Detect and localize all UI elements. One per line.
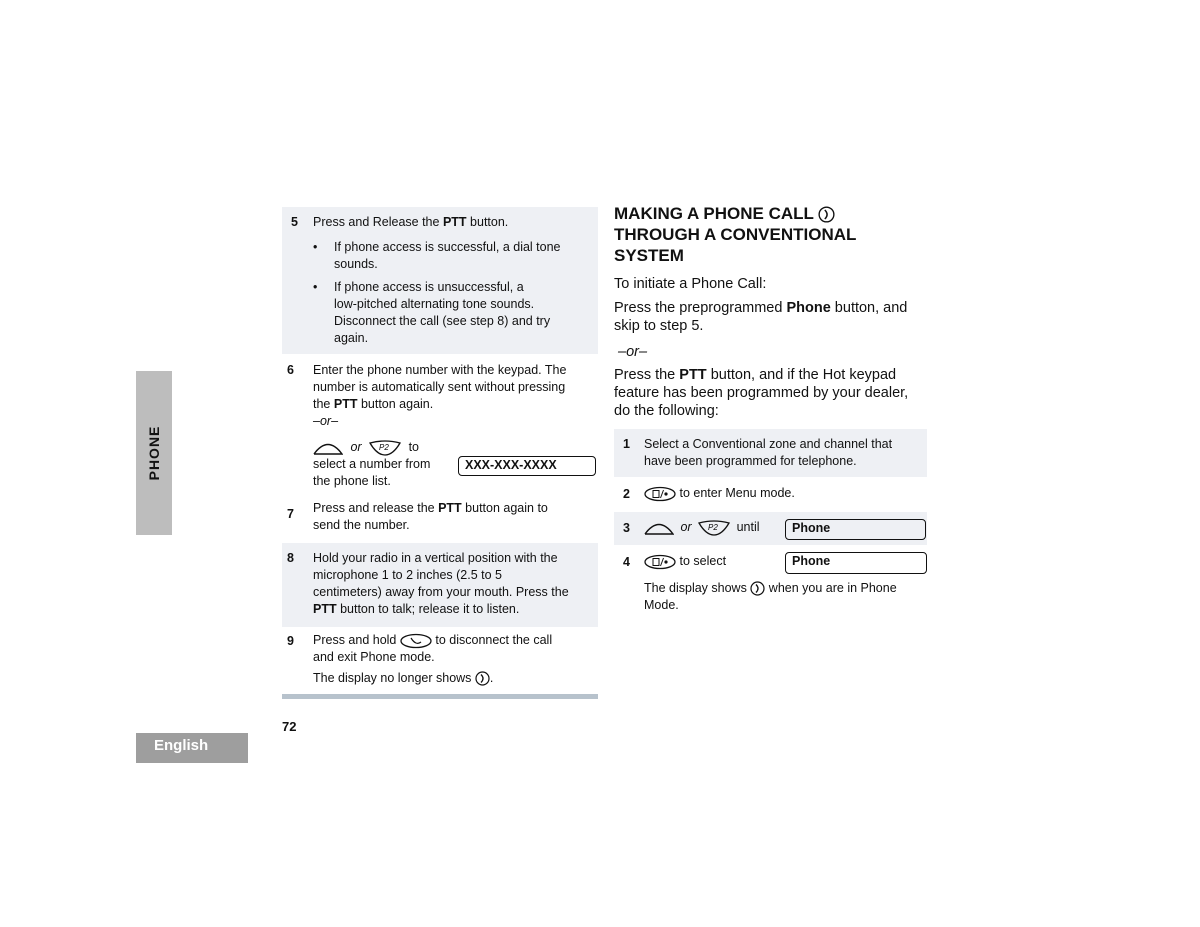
step-number: 6 <box>287 363 294 377</box>
step-9-text <box>313 632 552 687</box>
step-number: 8 <box>287 551 294 565</box>
end-call-key-icon <box>400 633 432 649</box>
svg-text:P2: P2 <box>708 522 718 532</box>
or-separator: –or– <box>313 414 339 428</box>
line: select a number from <box>313 457 431 471</box>
scroll-keys-line <box>313 439 419 456</box>
heading-line: SYSTEM <box>614 246 684 265</box>
step-number: 4 <box>623 555 630 569</box>
line: Disconnect the call (see step 8) and try <box>334 314 551 328</box>
paragraph-phone-button <box>614 299 929 335</box>
or-text: or <box>350 440 362 454</box>
step-3-text <box>644 519 760 536</box>
step-6-text <box>313 362 566 430</box>
text: to enter Menu mode. <box>679 486 795 500</box>
text: to disconnect the call <box>435 633 553 647</box>
right-step-1 <box>614 429 927 477</box>
text: button, and if the Hot keypad <box>706 367 897 383</box>
text: Press the preprogrammed <box>614 300 787 316</box>
svg-text:P2: P2 <box>379 442 389 452</box>
line: feature has been programmed by your dealer, <box>614 385 909 401</box>
until-text: until <box>736 520 760 534</box>
line <box>313 500 548 517</box>
ptt-bold: PTT <box>333 397 358 411</box>
p2-key-icon <box>369 440 401 456</box>
ptt-bold: PTT <box>438 501 462 515</box>
step-9 <box>282 628 598 692</box>
line <box>313 601 569 618</box>
step-number: 5 <box>291 215 298 229</box>
line <box>614 366 929 384</box>
p2-key-icon <box>698 520 730 536</box>
line: and exit Phone mode. <box>313 650 435 664</box>
menu-key-icon <box>644 554 676 570</box>
text: . <box>489 671 494 685</box>
step-5 <box>282 207 598 354</box>
to-text: to <box>408 440 420 454</box>
side-tab-label: PHONE <box>146 425 162 481</box>
line: microphone 1 to 2 inches (2.5 to 5 <box>313 568 503 582</box>
line: Mode. <box>644 598 679 612</box>
phone-mode-icon <box>475 671 490 686</box>
step-number: 1 <box>623 437 630 451</box>
line: Select a Conventional zone and channel that <box>644 437 893 451</box>
heading-line: THROUGH A CONVENTIONAL <box>614 225 857 244</box>
right-step-2 <box>614 478 927 511</box>
scroll-up-key-icon <box>313 441 343 455</box>
line: the phone list. <box>313 474 391 488</box>
bullet-dot: • <box>313 280 318 294</box>
line: do the following: <box>614 403 719 419</box>
bullet-success <box>334 239 561 273</box>
text: Press and hold <box>313 633 397 647</box>
scroll-up-key-icon <box>644 521 674 535</box>
text: the <box>313 397 334 411</box>
text: Press the <box>614 367 680 383</box>
display-phone: Phone <box>785 552 927 574</box>
step-number: 2 <box>623 487 630 501</box>
language-tab-label: English <box>154 737 209 754</box>
step-6 <box>282 355 598 495</box>
or-text: or <box>680 520 692 534</box>
line <box>644 580 897 597</box>
step-number: 7 <box>287 507 294 521</box>
paragraph-ptt-button <box>614 366 929 420</box>
step-7-text <box>313 500 548 534</box>
display-number-placeholder: XXX-XXX-XXXX <box>458 456 596 476</box>
ptt-bold: PTT <box>679 367 707 383</box>
bullet-dot: • <box>313 240 318 254</box>
step-8 <box>282 543 598 627</box>
phone-mode-icon <box>818 206 835 223</box>
text: Press and release the <box>313 501 439 515</box>
line: have been programmed for telephone. <box>644 454 857 468</box>
line: low-pitched alternating tone sounds. <box>334 297 535 311</box>
text: button again. <box>357 397 434 411</box>
text: button to talk; release it to listen. <box>336 602 520 616</box>
line: skip to step 5. <box>614 318 704 334</box>
text: button. <box>466 215 509 229</box>
display-phone: Phone <box>785 519 926 540</box>
text: The display shows <box>644 581 747 595</box>
ptt-bold: PTT <box>442 215 467 229</box>
select-from-list-text <box>313 456 430 490</box>
line: If phone access is unsuccessful, a <box>334 280 524 294</box>
step-5-text <box>313 214 508 231</box>
text: button, and <box>830 300 908 316</box>
line <box>313 396 566 413</box>
line <box>313 670 552 687</box>
step-number: 3 <box>623 521 630 535</box>
or-separator: –or– <box>618 344 648 360</box>
phone-mode-icon <box>750 581 765 596</box>
line: Hold your radio in a vertical position with the <box>313 551 558 565</box>
line: again. <box>334 331 369 345</box>
ptt-bold: PTT <box>313 602 337 616</box>
text: MAKING A PHONE CALL <box>614 204 814 223</box>
column-bottom-rule <box>282 694 598 699</box>
line: send the number. <box>313 518 410 532</box>
step-7 <box>282 496 598 542</box>
line: Enter the phone number with the keypad. The <box>313 363 567 377</box>
line: sounds. <box>334 257 378 271</box>
right-step-4 <box>614 546 927 616</box>
language-tab <box>136 733 248 763</box>
line <box>313 632 552 649</box>
step-4-text <box>644 553 726 570</box>
right-step-3 <box>614 512 927 545</box>
phone-bold: Phone <box>786 300 831 316</box>
line: If phone access is successful, a dial tone <box>334 240 561 254</box>
heading-line <box>614 203 914 224</box>
text: The display no longer shows <box>313 671 472 685</box>
line: centimeters) away from your mouth. Press the <box>313 585 569 599</box>
line: number is automatically sent without pressing <box>313 380 566 394</box>
step-8-text <box>313 550 569 618</box>
step-4-note <box>644 580 897 614</box>
section-heading <box>614 203 914 266</box>
line <box>614 299 929 317</box>
intro-text: To initiate a Phone Call: <box>614 276 767 292</box>
text: when you are in Phone <box>768 581 897 595</box>
step-number: 9 <box>287 634 294 648</box>
side-tab-phone <box>136 371 172 535</box>
text: Press and Release the <box>313 215 443 229</box>
text: to select <box>679 554 727 568</box>
page-number: 72 <box>282 719 297 734</box>
text: button again to <box>461 501 548 515</box>
step-2-text <box>644 485 795 502</box>
bullet-unsuccessful <box>334 279 550 347</box>
step-1-text <box>644 436 892 470</box>
menu-key-icon <box>644 486 676 502</box>
